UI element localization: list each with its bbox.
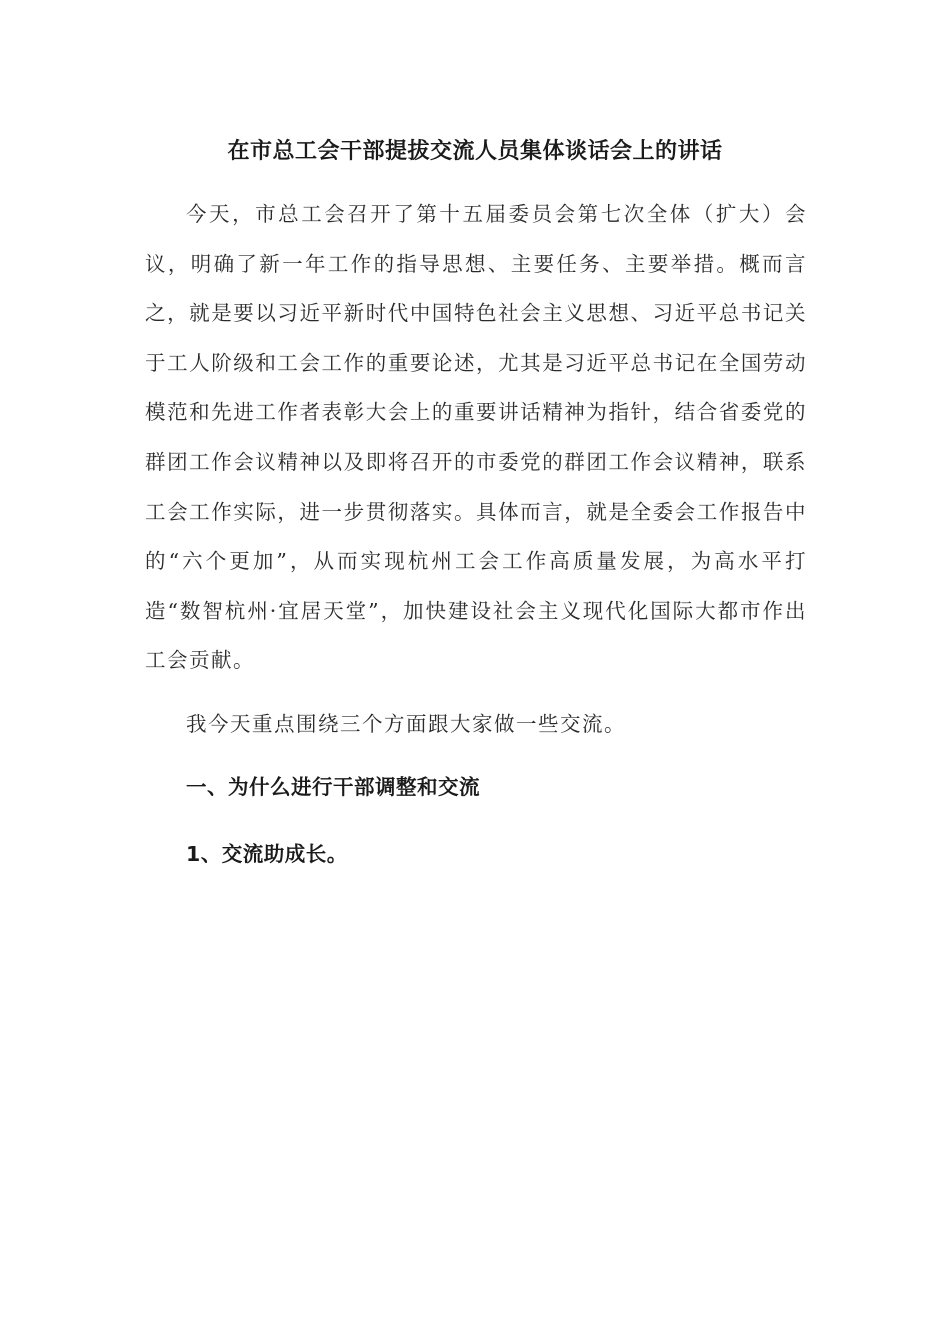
body-paragraph-opening: 今天，市总工会召开了第十五届委员会第七次全体（扩大）会议，明确了新一年工作的指导思想、主要任务、主要举措。概而言之，就是要以习近平新时代中国特色社会主义思想、习近平总书记关于工人阶级和工会工作的重要论述，尤其是习近平总书记在全国劳动模范和先进工作者表彰大会上的重要讲话精神为指针，结合省委党的群团工作会议精神以及即将召开的市委党的群团工作会议精神，联系工会工作实际，进一步贯彻落实。具体而言，就是全委会工作报告中的“六个更加”，从而实现杭州工会工作高质量发展，为高水平打造“数智杭州·宜居天堂”，加快建设社会主义现代化国际大都市作出工会贡献。 — [145, 202, 807, 673]
body-paragraph-intro: 我今天重点围绕三个方面跟大家做一些交流。 — [186, 712, 626, 736]
document-title: 在市总工会干部提拔交流人员集体谈话会上的讲话 — [227, 139, 723, 164]
section-heading: 一、为什么进行干部调整和交流 — [186, 775, 480, 799]
subsection-heading: 1、交流助成长。 — [186, 842, 348, 866]
